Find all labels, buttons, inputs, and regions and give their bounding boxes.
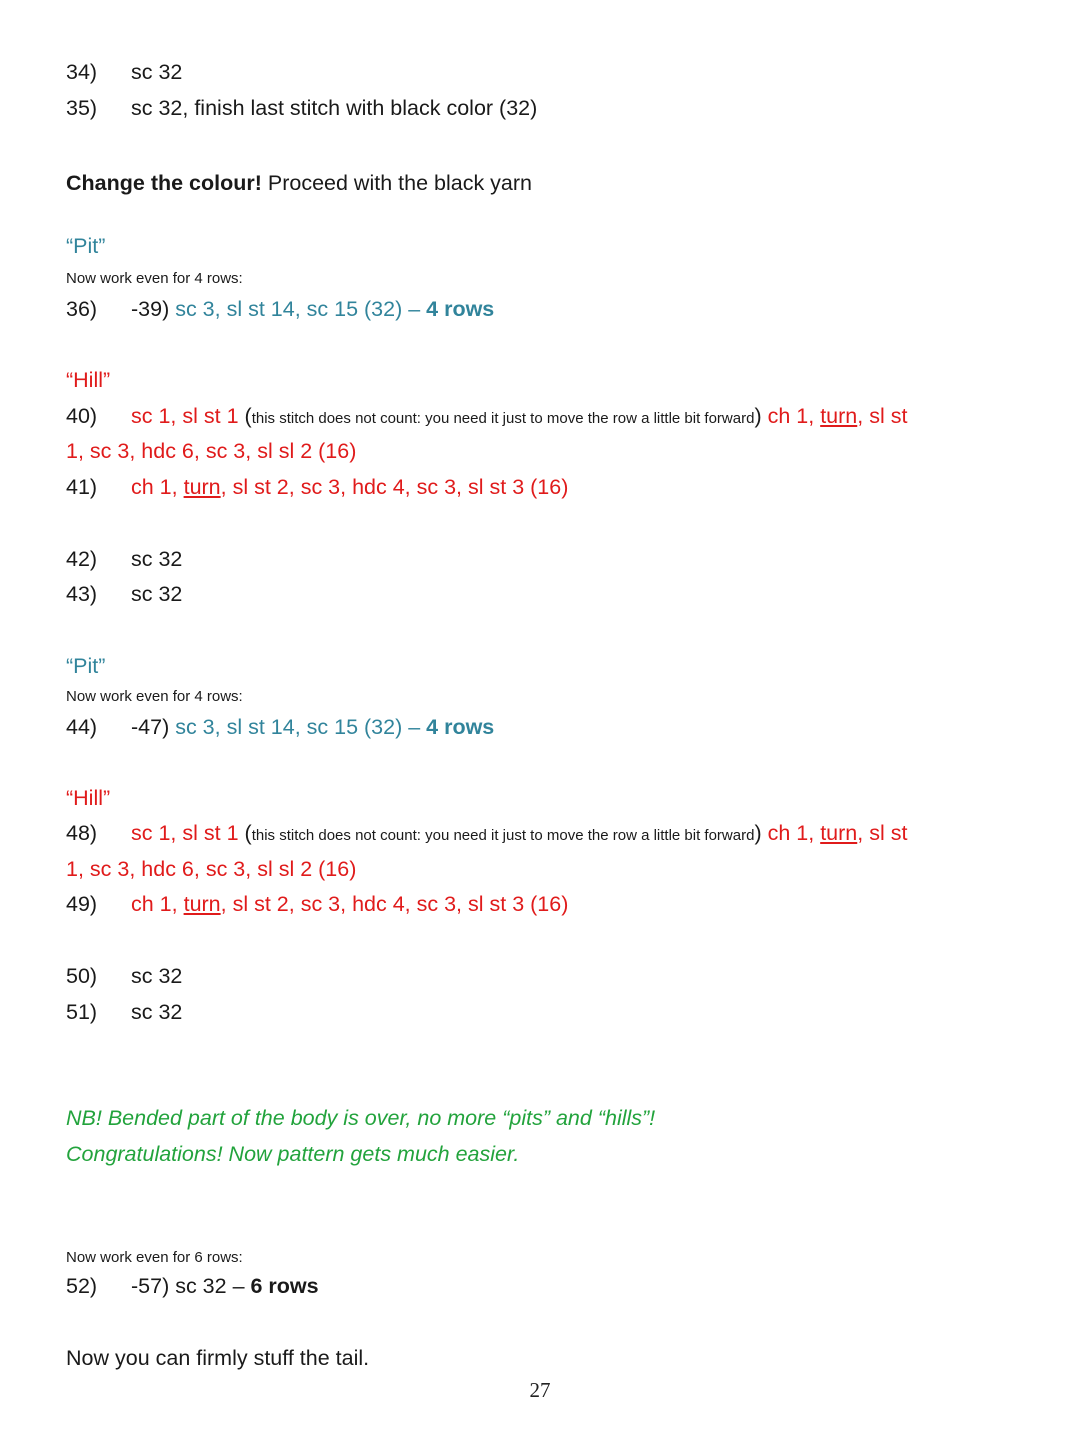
row-41: 41) ch 1, turn, sl st 2, sc 3, hdc 4, sc 3, sl st 3 (16) <box>66 475 569 499</box>
row-40: 40) sc 1, sl st 1 (this stitch does not count: you need it just to move the row a little bit forward) ch 1, turn, sl st <box>66 404 908 428</box>
page-number: 27 <box>529 1378 551 1402</box>
row-36-39: 36) -39) sc 3, sl st 14, sc 15 (32) – 4 rows <box>66 297 495 321</box>
row-52-57: 52) -57) sc 32 – 6 rows <box>66 1274 319 1298</box>
row-50: 50) sc 32 <box>66 964 183 988</box>
work-even-note: Now work even for 6 rows: <box>66 1249 243 1266</box>
row-43: 43) sc 32 <box>66 582 183 606</box>
row-34: 34) sc 32 <box>66 60 183 84</box>
pit-heading: “Pit” <box>66 654 106 678</box>
row-51: 51) sc 32 <box>66 1000 183 1024</box>
row-49: 49) ch 1, turn, sl st 2, sc 3, hdc 4, sc 3, sl st 3 (16) <box>66 892 569 916</box>
work-even-note: Now work even for 4 rows: <box>66 270 243 287</box>
hill-heading: “Hill” <box>66 786 111 810</box>
row-48-continued: 1, sc 3, hdc 6, sc 3, sl sl 2 (16) <box>66 857 357 881</box>
row-48: 48) sc 1, sl st 1 (this stitch does not count: you need it just to move the row a little bit forward) ch 1, turn, sl st <box>66 821 908 845</box>
stuff-tail-note: Now you can firmly stuff the tail. <box>66 1346 370 1370</box>
nb-note-line1: NB! Bended part of the body is over, no more “pits” and “hills”! <box>66 1106 656 1130</box>
pit-heading: “Pit” <box>66 234 106 258</box>
work-even-note: Now work even for 4 rows: <box>66 688 243 705</box>
row-35: 35) sc 32, finish last stitch with black color (32) <box>66 96 538 120</box>
row-42: 42) sc 32 <box>66 547 183 571</box>
row-40-continued: 1, sc 3, hdc 6, sc 3, sl sl 2 (16) <box>66 439 357 463</box>
hill-heading: “Hill” <box>66 368 111 392</box>
change-colour-note: Change the colour! Proceed with the black yarn <box>66 171 532 195</box>
row-44-47: 44) -47) sc 3, sl st 14, sc 15 (32) – 4 rows <box>66 715 495 739</box>
nb-note-line2: Congratulations! Now pattern gets much easier. <box>66 1142 520 1166</box>
